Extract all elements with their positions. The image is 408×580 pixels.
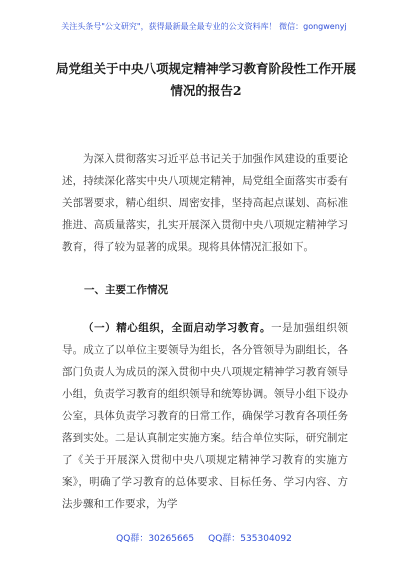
intro-paragraph: 为深入贯彻落实习近平总书记关于加强作风建设的重要论述，持续深化落实中央八项规定精神，局党组全面落实市委有关部署要求，精心组织、周密安排，坚持高起点谋划、高标准推进、高质量落实，扎实开展深入贯彻中央八项规定精神学习教育，得了较为显著的成果。现将具体情况汇报如下。 [62, 153, 348, 253]
footer-qq-group-1: QQ群：30265665 [116, 534, 195, 544]
footer-qq-group-2: QQ群：535304092 [208, 534, 292, 544]
subsection-lead: （一）精心组织，全面启动学习教育。 [83, 322, 272, 334]
section-heading: 一、主要工作情况 [84, 284, 168, 296]
subsection-body: 一是加强组织领导。成立了以单位主要领导为组长，各分管领导为副组长，各部门负责人为成员的深入贯彻中央八项规定精神学习教育领导小组，负责学习教育的组织领导和统筹协调。领导小组下设办公室，具体负责学习教育的日常工作，确保学习教育各项任务落到实处。二是认真制定实施方案。结合单位实际，研究制定了《关于开展深入贯彻中央八项规定精神学习教育的实施方案》，明确了学习教育的总体要求、目标任务、学习内容、方法步骤和工作要求，为学 [62, 322, 349, 510]
top-banner: 关注头条号"公文研究"，获得最新最全最专业的公文资料库！ 微信：gongwenyj [61, 22, 347, 31]
document-title: 局党组关于中央八项规定精神学习教育阶段性工作开展情况的报告2 [56, 61, 357, 98]
subsection-paragraph [62, 317, 348, 515]
footer-contacts [0, 533, 408, 545]
